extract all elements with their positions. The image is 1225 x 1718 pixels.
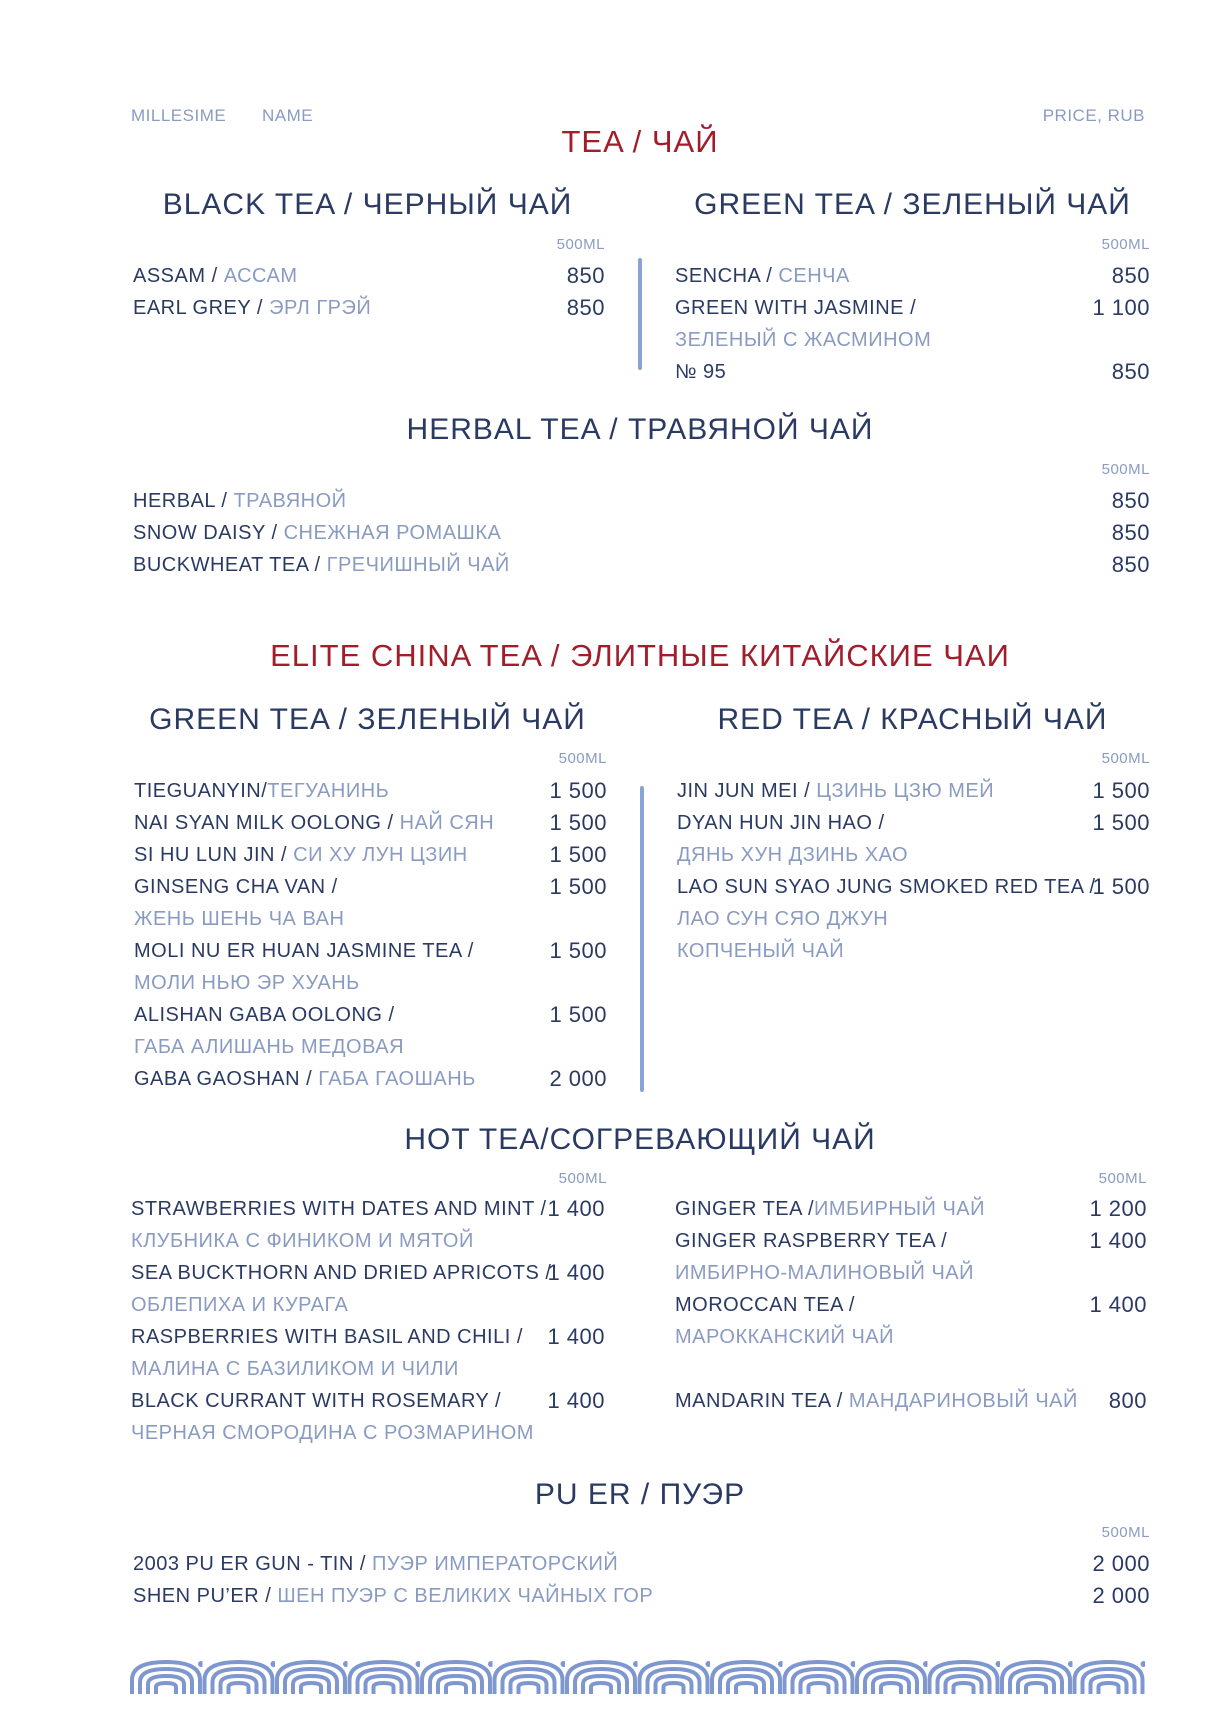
list-item-ru: МАЛИНА С БАЗИЛИКОМ И ЧИЛИ [131,1358,459,1380]
list-item: JIN JUN MEI / ЦЗИНЬ ЦЗЮ МЕЙ 1 500 [677,775,1150,807]
list-item: NAI SYAN MILK OOLONG / НАЙ СЯН 1 500 [134,807,607,839]
list-item-ru: ЖЕНЬ ШЕНЬ ЧА ВАН [134,908,345,930]
spacer [675,1353,1147,1385]
list-item: RASPBERRIES WITH BASIL AND CHILI / 1 400 [131,1321,605,1353]
price: 850 [566,295,605,320]
black-tea-volume: 500ML [556,236,605,253]
list-item: MOLI NU ER HUAN JASMINE TEA / 1 500 [134,935,607,967]
price: 1 400 [547,1260,605,1285]
list-item-ru: ГАБА АЛИШАНЬ МЕДОВАЯ [134,1036,405,1058]
list-item-ru: ЗЕЛЕНЫЙ С ЖАСМИНОМ [675,329,932,351]
price: 2 000 [549,1066,607,1091]
list-item-ru: КЛУБНИКА С ФИНИКОМ И МЯТОЙ [131,1230,474,1252]
price: 1 500 [1092,874,1150,899]
price: 2 000 [1092,1583,1150,1608]
pu-er-volume: 500ML [1101,1524,1150,1541]
list-item: GABA GAOSHAN / ГАБА ГАОШАНЬ 2 000 [134,1063,607,1095]
list-item: GINGER TEA /ИМБИРНЫЙ ЧАЙ 1 200 [675,1193,1147,1225]
header-price: PRICE, RUB [1042,106,1145,125]
list-item: BLACK CURRANT WITH ROSEMARY / 1 400 [131,1385,605,1417]
list-item: LAO SUN SYAO JUNG SMOKED RED TEA / 1 500 [677,871,1150,903]
list-item-ru: ДЯНЬ ХУН ДЗИНЬ ХАО [677,844,909,866]
header-name: NAME [262,106,314,125]
elite-green-title: GREEN TEA / ЗЕЛЕНЫЙ ЧАЙ [149,703,586,736]
elite-green-list [134,775,607,1095]
green-tea-volume: 500ML [1101,236,1150,253]
list-item-ru: МОЛИ НЬЮ ЭР ХУАНЬ [134,972,360,994]
price: 1 400 [1089,1228,1147,1253]
herbal-tea-list [133,485,1150,581]
column-divider [638,258,642,370]
green-tea-list [675,260,1150,388]
green-tea-title: GREEN TEA / ЗЕЛЕНЫЙ ЧАЙ [694,188,1131,221]
list-item: SEA BUCKTHORN AND DRIED APRICOTS / 1 400 [131,1257,605,1289]
price: 1 400 [547,1388,605,1413]
black-tea-title: BLACK TEA / ЧЕРНЫЙ ЧАЙ [162,188,573,221]
price: 1 200 [1089,1196,1147,1221]
price: 850 [1111,520,1150,545]
column-divider [640,786,644,1092]
price: 850 [1111,263,1150,288]
price: 2 000 [1092,1551,1150,1576]
list-item: STRAWBERRIES WITH DATES AND MINT / 1 400 [131,1193,605,1225]
red-tea-list [677,775,1150,967]
price: 1 500 [549,810,607,835]
price: 850 [566,263,605,288]
list-item: MANDARIN TEA / МАНДАРИНОВЫЙ ЧАЙ 800 [675,1385,1147,1417]
price: 1 500 [549,874,607,899]
pu-er-list [133,1548,1150,1612]
hot-tea-title: HOT TEA/СОГРЕВАЮЩИЙ ЧАЙ [404,1123,876,1156]
decorative-wave-border [130,1658,1145,1694]
price: 1 500 [549,938,607,963]
list-item: GINGER RASPBERRY TEA / 1 400 [675,1225,1147,1257]
list-item: SENCHA / СЕНЧА 850 [675,260,1150,292]
hot-tea-volume-left: 500ML [558,1170,607,1187]
red-tea-volume: 500ML [1101,750,1150,767]
pu-er-title: PU ER / ПУЭР [534,1478,746,1511]
price: 1 400 [1089,1292,1147,1317]
list-item: SNOW DAISY / СНЕЖНАЯ РОМАШКА 850 [133,517,1150,549]
hot-tea-left-list [131,1193,605,1449]
list-item-ru: ЧЕРНАЯ СМОРОДИНА С РОЗМАРИНОМ [131,1422,534,1444]
list-item-ru: МАРОККАНСКИЙ ЧАЙ [675,1326,894,1348]
list-item: DYAN HUN JIN HAO / 1 500 [677,807,1150,839]
elite-green-volume: 500ML [558,750,607,767]
list-item: ALISHAN GABA OOLONG / 1 500 [134,999,607,1031]
list-item: MOROCCAN TEA / 1 400 [675,1289,1147,1321]
black-tea-list [133,260,605,324]
price: 1 500 [549,842,607,867]
header-millesime: MILLESIME [131,106,227,125]
list-item-ru: ОБЛЕПИХА И КУРАГА [131,1294,349,1316]
list-item: EARL GREY / ЭРЛ ГРЭЙ 850 [133,292,605,324]
list-item-ru: ИМБИРНО-МАЛИНОВЫЙ ЧАЙ [675,1262,974,1284]
herbal-tea-volume: 500ML [1101,461,1150,478]
page-title: TEA / ЧАЙ [561,124,719,159]
price: 1 500 [1092,778,1150,803]
price: 1 400 [547,1324,605,1349]
price: 1 400 [547,1196,605,1221]
list-item: SHEN PU’ER / ШЕН ПУЭР С ВЕЛИКИХ ЧАЙНЫХ ГОР 2 000 [133,1580,1150,1612]
list-item: ASSAM / АССАМ 850 [133,260,605,292]
red-tea-title: RED TEA / КРАСНЫЙ ЧАЙ [717,703,1108,736]
hot-tea-right-list [675,1193,1147,1417]
price: 1 500 [549,778,607,803]
list-item: BUCKWHEAT TEA / ГРЕЧИШНЫЙ ЧАЙ 850 [133,549,1150,581]
price: 1 500 [549,1002,607,1027]
list-item: 2003 PU ER GUN - TIN / ПУЭР ИМПЕРАТОРСКИЙ 2 000 [133,1548,1150,1580]
price: 1 500 [1092,810,1150,835]
price: 850 [1111,359,1150,384]
list-item: HERBAL / ТРАВЯНОЙ 850 [133,485,1150,517]
list-item: TIEGUANYIN/ТЕГУАНИНЬ 1 500 [134,775,607,807]
list-item-ru: КОПЧЕНЫЙ ЧАЙ [677,940,845,962]
price: 850 [1111,488,1150,513]
elite-title: ELITE CHINA TEA / ЭЛИТНЫЕ КИТАЙСКИЕ ЧАИ [270,638,1010,673]
list-item: SI HU LUN JIN / СИ ХУ ЛУН ЦЗИН 1 500 [134,839,607,871]
list-item: GREEN WITH JASMINE / 1 100 [675,292,1150,324]
price: 1 100 [1092,295,1150,320]
list-item: № 95 850 [675,356,1150,388]
list-item-ru: ЛАО СУН СЯО ДЖУН [677,908,889,930]
list-item: GINSENG CHA VAN / 1 500 [134,871,607,903]
hot-tea-volume-right: 500ML [1098,1170,1147,1187]
herbal-tea-title: HERBAL TEA / ТРАВЯНОЙ ЧАЙ [406,413,874,446]
price: 800 [1108,1388,1147,1413]
price: 850 [1111,552,1150,577]
